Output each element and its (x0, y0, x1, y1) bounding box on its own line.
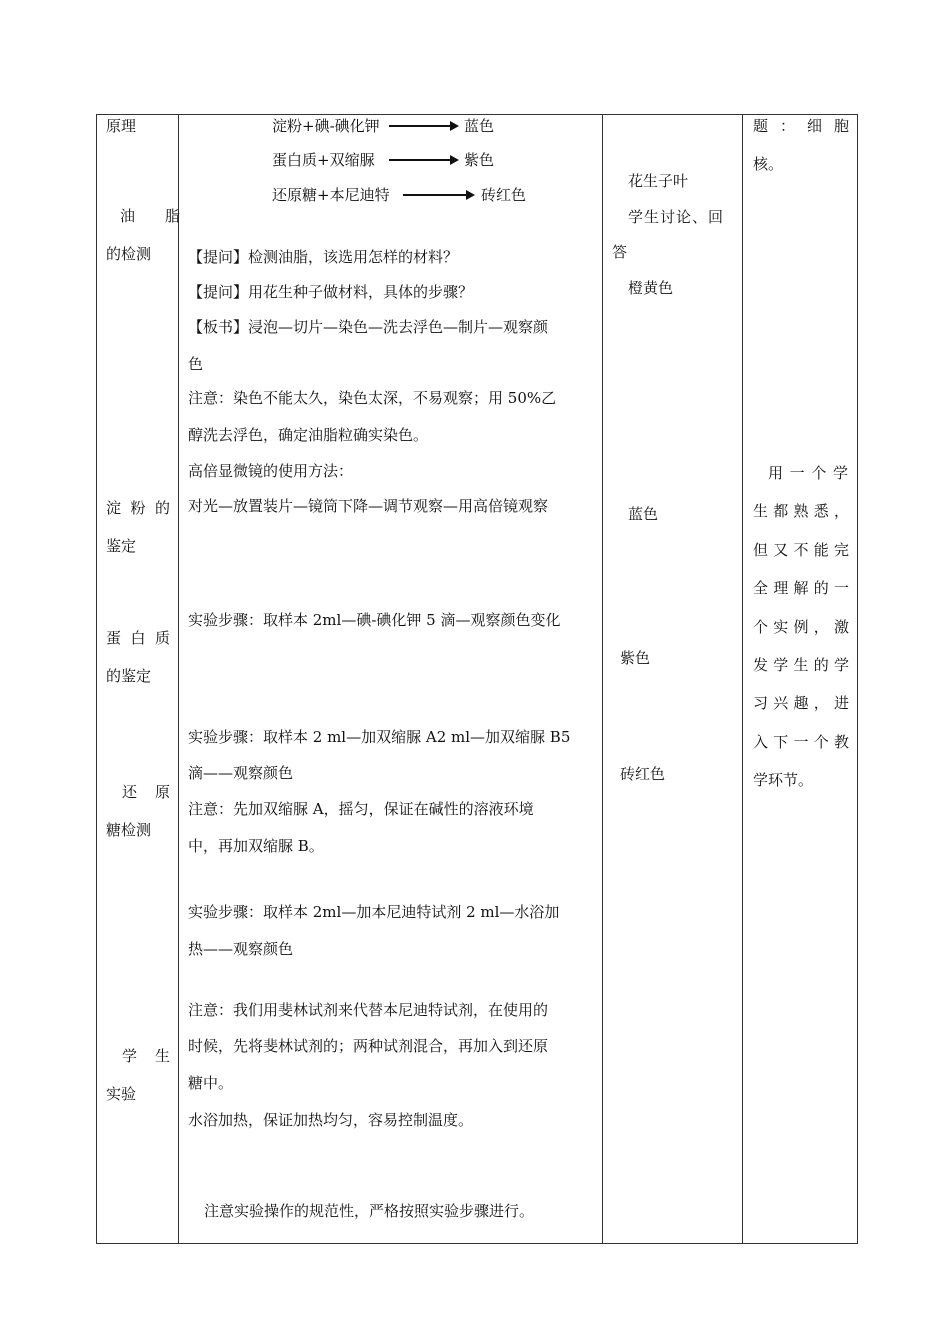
step-sugar-b: 热——观察颜色 (188, 940, 294, 958)
board-note-2: 色 (188, 355, 204, 373)
microscope-title: 高倍显微镜的使用方法： (188, 462, 354, 480)
label-student-b: 实验 (106, 1085, 137, 1103)
step-sugar-a: 实验步骤：取样本 2ml—加本尼迪特试剂 2 ml—水浴加 (188, 903, 560, 921)
label-oil-test-b: 的检测 (106, 245, 152, 263)
topic-line-a: 题 ： 细 胞 (753, 117, 849, 135)
topic-line-b: 核。 (753, 155, 784, 173)
water-bath-note: 水浴加热，保证加热均匀，容易控制温度。 (188, 1111, 474, 1129)
microscope-steps: 对光—放置装片—镜筒下降—调节观察—用高倍镜观察 (188, 497, 549, 515)
comment-line: 用 一 个 学 (768, 464, 848, 482)
label-protein-a: 蛋 白 质 (106, 629, 170, 647)
note-3a: 注意：我们用斐林试剂来代替本尼迪特试剂，在使用的 (188, 1001, 549, 1019)
column-divider (742, 114, 743, 1244)
comment-line: 全 理 解 的 一 (753, 579, 849, 597)
color-brick-red: 砖红色 (620, 765, 666, 783)
reaction-right: 紫色 (464, 151, 495, 169)
question-1: 【提问】检测油脂，该选用怎样的材料？ (188, 248, 459, 266)
label-sugar-a: 还 原 (122, 783, 170, 801)
step-protein-a: 实验步骤：取样本 2 ml—加双缩脲 A2 ml—加双缩脲 B5 (188, 728, 571, 746)
material-peanut: 花生子叶 (628, 172, 689, 190)
reaction-left: 蛋白质+双缩脲 (272, 151, 375, 169)
arrow-icon (389, 159, 451, 161)
reaction-left: 还原糖+本尼迪特 (272, 186, 390, 204)
comment-line: 习 兴 趣 ， 进 (753, 694, 849, 712)
final-note: 注意实验操作的规范性，严格按照实验步骤进行。 (204, 1202, 535, 1220)
note-1a: 注意：染色不能太久，染色太深，不易观察；用 50%乙 (188, 389, 557, 407)
comment-line: 发 学 生 的 学 (753, 656, 849, 674)
arrow-icon (389, 125, 451, 127)
color-blue: 蓝色 (628, 505, 659, 523)
label-student-a: 学 生 (122, 1047, 170, 1065)
arrow-icon (403, 194, 467, 196)
label-starch-b: 鉴定 (106, 537, 137, 555)
label-protein-b: 的鉴定 (106, 667, 152, 685)
label-oil-test-a: 油 脂 (120, 207, 180, 225)
note-2a: 注意：先加双缩脲 A，摇匀，保证在碱性的溶液环境 (188, 800, 534, 818)
note-3b: 时候，先将斐林试剂的；两种试剂混合，再加入到还原 (188, 1037, 549, 1055)
reaction-left: 淀粉+碘-碘化钾 (272, 117, 380, 135)
column-divider (178, 114, 179, 1244)
step-starch: 实验步骤：取样本 2ml—碘-碘化钾 5 滴—观察颜色变化 (188, 611, 561, 629)
note-3c: 糖中。 (188, 1074, 234, 1092)
board-note-1: 【板书】浸泡—切片—染色—洗去浮色—制片—观察颜 (188, 318, 549, 336)
comment-line: 个 实 例 ， 激 (753, 618, 849, 636)
reaction-right: 砖红色 (481, 186, 527, 204)
comment-line: 生 都 熟 悉 ， (753, 502, 849, 520)
question-2: 【提问】用花生种子做材料，具体的步骤？ (188, 283, 474, 301)
label-principle: 原理 (106, 117, 137, 135)
step-protein-b: 滴——观察颜色 (188, 764, 294, 782)
comment-line-end: 学环节。 (753, 771, 814, 789)
label-sugar-b: 糖检测 (106, 821, 152, 839)
comment-line: 但 又 不 能 完 (753, 541, 849, 559)
reaction-right: 蓝色 (464, 117, 495, 135)
label-starch-a: 淀 粉 的 (106, 499, 170, 517)
student-discuss-a: 学生讨论、回 (628, 208, 725, 226)
color-purple: 紫色 (620, 649, 651, 667)
column-divider (602, 114, 603, 1244)
color-orange: 橙黄色 (628, 279, 674, 297)
note-1b: 醇洗去浮色，确定油脂粒确实染色。 (188, 426, 429, 444)
note-2b: 中，再加双缩脲 B。 (188, 837, 324, 855)
comment-line: 入 下 一 个 教 (753, 733, 849, 751)
student-discuss-b: 答 (612, 243, 628, 261)
